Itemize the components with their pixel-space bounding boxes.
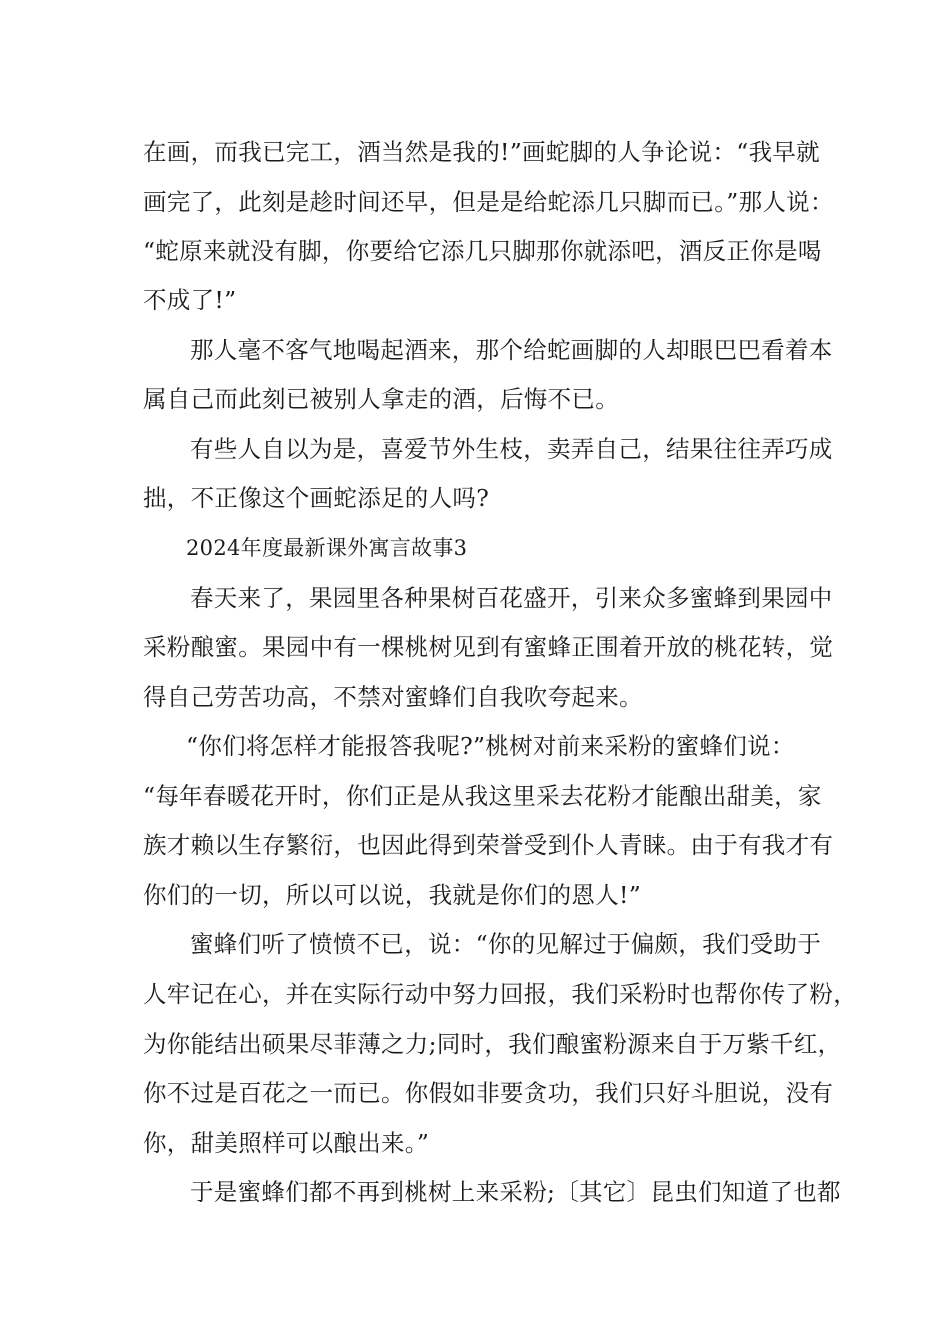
text-line: 采粉酿蜜。果园中有一棵桃树见到有蜜蜂正围着开放的桃花转，觉 (143, 633, 834, 661)
text-line: 蜜蜂们听了愤愤不已，说：“你的见解过于偏颇，我们受助于 (190, 930, 822, 958)
text-line: 有些人自以为是，喜爱节外生枝，卖弄自己，结果往往弄巧成 (190, 435, 833, 463)
text-line: 在画，而我已完工，酒当然是我的!”画蛇脚的人争论说：“我早就 (143, 138, 820, 166)
text-line: 于是蜜蜂们都不再到桃树上来采粉;〔其它〕昆虫们知道了也都 (190, 1178, 841, 1206)
text-line: “每年春暖花开时，你们正是从我这里采去花粉才能酿出甜美，家 (143, 782, 822, 810)
text-line: 画完了，此刻是趁时间还早，但是是给蛇添几只脚而已。”那人说： (143, 188, 834, 216)
text-line: 人牢记在心，并在实际行动中努力回报，我们采粉时也帮你传了粉， (143, 980, 857, 1008)
text-line: 属自己而此刻已被别人拿走的酒，后悔不已。 (143, 385, 619, 413)
text-line: 你们的一切，所以可以说，我就是你们的恩人!” (143, 881, 642, 909)
text-line: 得自己劳苦功高，不禁对蜜蜂们自我吹夸起来。 (143, 683, 643, 711)
text-line: 不成了!” (143, 286, 237, 314)
text-line: 春天来了，果园里各种果树百花盛开，引来众多蜜蜂到果园中 (190, 584, 833, 612)
text-line: 你，甜美照样可以酿出来。” (143, 1129, 430, 1157)
text-line: “你们将怎样才能报答我呢?”桃树对前来采粉的蜜蜂们说： (186, 732, 795, 760)
section-heading: 2024年度最新课外寓言故事3 (186, 536, 468, 560)
text-line: 拙，不正像这个画蛇添足的人吗? (143, 484, 490, 512)
text-line: 族才赖以生存繁衍，也因此得到荣誉受到仆人青睐。由于有我才有 (143, 831, 834, 859)
text-line: 那人毫不客气地喝起酒来，那个给蛇画脚的人却眼巴巴看着本 (190, 336, 833, 364)
text-line: 为你能结出硕果尽菲薄之力;同时，我们酿蜜粉源来自于万紫千红， (143, 1030, 842, 1058)
text-line: “蛇原来就没有脚，你要给它添几只脚那你就添吧，酒反正你是喝 (143, 237, 822, 265)
text-line: 你不过是百花之一而已。你假如非要贪功，我们只好斗胆说，没有 (143, 1079, 834, 1107)
